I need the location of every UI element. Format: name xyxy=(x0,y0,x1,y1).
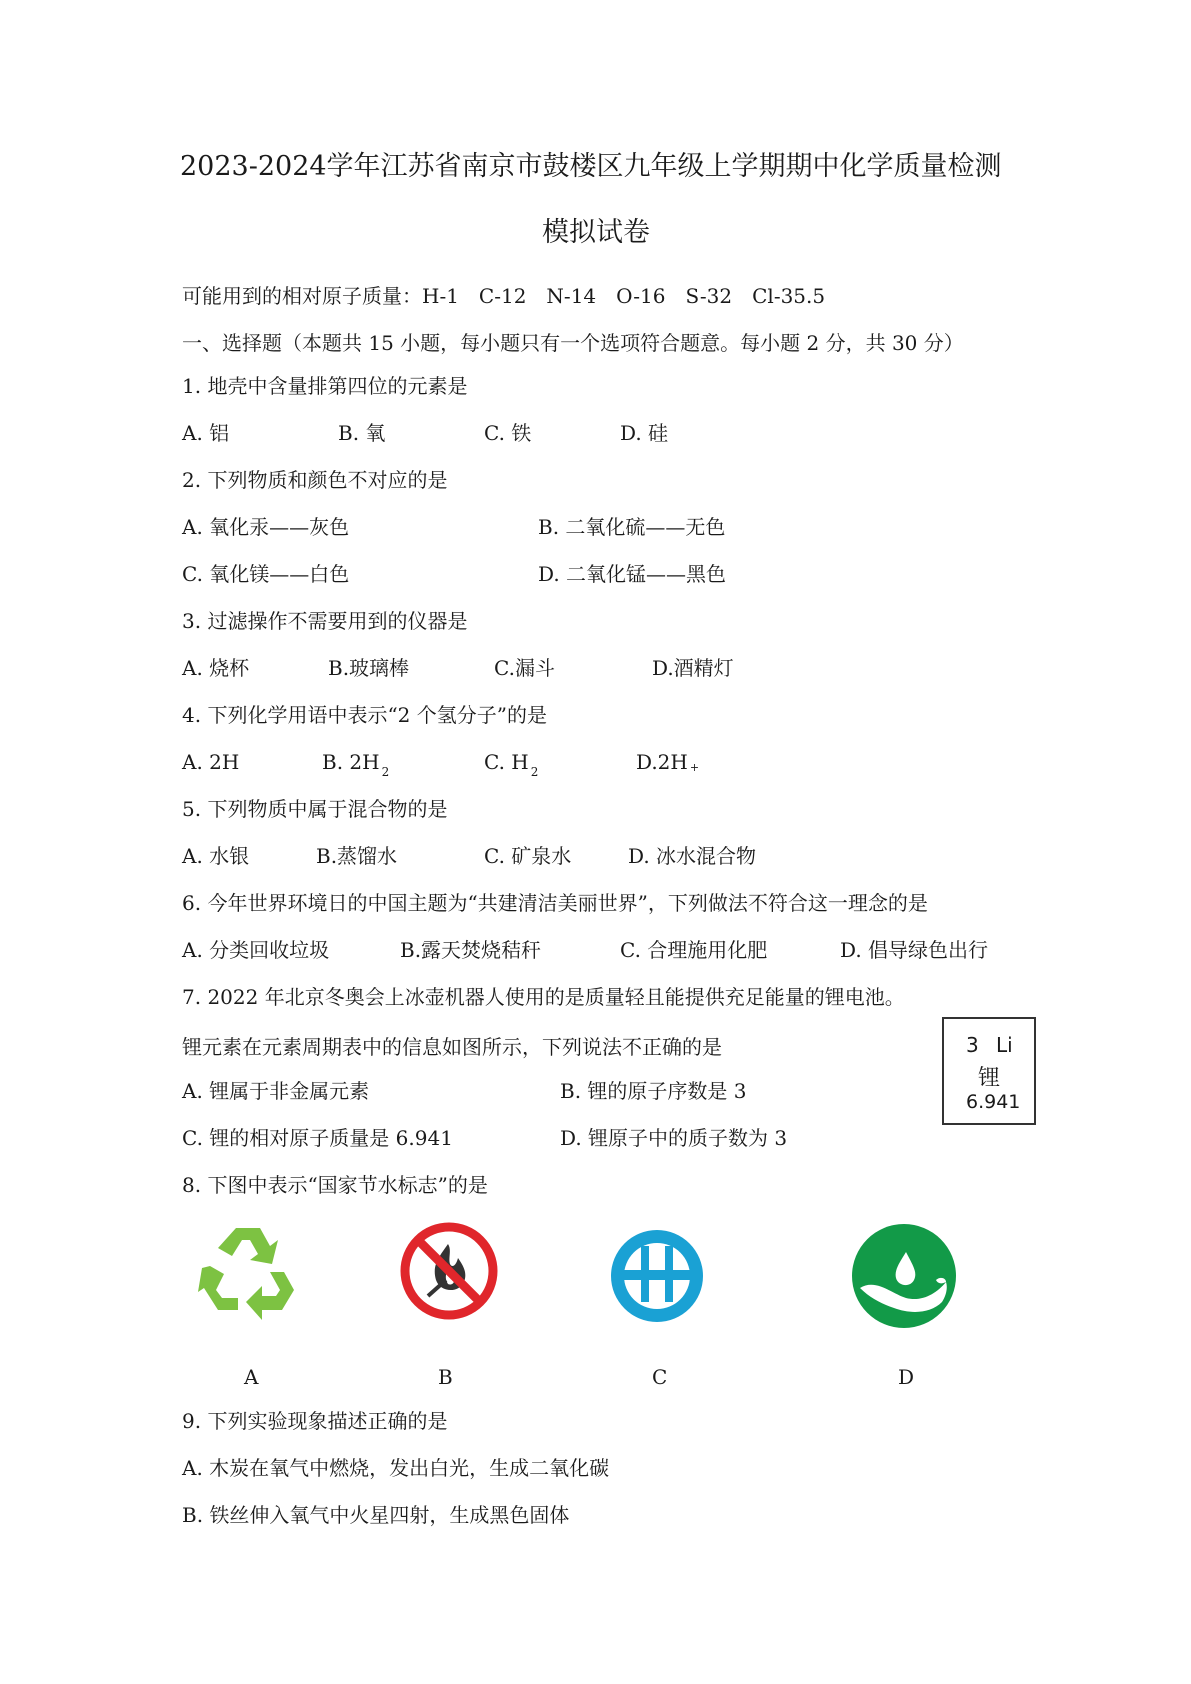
q2-option-d: D. 二氧化锰——黑色 xyxy=(538,562,727,586)
q2-stem: 2. 下列物质和颜色不对应的是 xyxy=(182,468,448,492)
q4-option-d xyxy=(636,749,699,779)
q3-stem: 3. 过滤操作不需要用到的仪器是 xyxy=(182,609,468,633)
q4-stem: 4. 下列化学用语中表示“2 个氢分子”的是 xyxy=(182,703,547,727)
q2-option-b: B. 二氧化硫——无色 xyxy=(538,515,726,539)
q9-option-b: B. 铁丝伸入氧气中火星四射，生成黑色固体 xyxy=(182,1503,570,1527)
q3-option-d: D.酒精灯 xyxy=(652,656,734,680)
atomic-masses: 可能用到的相对原子质量：H-1 C-12 N-14 O-16 S-32 Cl-35.5 xyxy=(182,284,826,308)
q8-stem: 8. 下图中表示“国家节水标志”的是 xyxy=(182,1173,488,1197)
q1-option-b: B. 氧 xyxy=(338,421,386,445)
q7-option-c: C. 锂的相对原子质量是 6.941 xyxy=(182,1126,453,1150)
no-fire-icon xyxy=(398,1220,500,1322)
q3-option-b: B.玻璃棒 xyxy=(328,656,410,680)
element-atomic-mass: 6.941 xyxy=(966,1091,1021,1113)
q5-option-b: B.蒸馏水 xyxy=(316,844,398,868)
element-atomic-number: 3 xyxy=(966,1033,979,1057)
q3-option-c: C.漏斗 xyxy=(494,656,555,680)
q4-option-c xyxy=(484,749,538,778)
q4-option-c-text: C. H xyxy=(484,750,529,774)
q8-label-c: C xyxy=(652,1365,668,1389)
q6-option-d: D. 倡导绿色出行 xyxy=(840,938,989,962)
lithium-element-card xyxy=(942,1017,1036,1125)
q4-option-c-subscript: 2 xyxy=(530,765,539,779)
q4-option-b-subscript: 2 xyxy=(381,765,390,779)
q1-option-c: C. 铁 xyxy=(484,421,532,445)
q7-option-d: D. 锂原子中的质子数为 3 xyxy=(560,1126,788,1150)
title-line-2: 模拟试卷 xyxy=(542,217,650,248)
q8-label-a: A xyxy=(244,1365,259,1389)
q4-option-a: A. 2H xyxy=(182,750,240,774)
q7-stem-line-1: 7. 2022 年北京冬奥会上冰壶机器人使用的是质量轻且能提供充足能量的锂电池。 xyxy=(182,985,905,1009)
q4-option-d-superscript: + xyxy=(689,761,700,774)
q7-stem-line-2: 锂元素在元素周期表中的信息如图所示，下列说法不正确的是 xyxy=(182,1035,722,1059)
q4-option-d-text: D.2H xyxy=(636,750,688,774)
q8-label-d: D xyxy=(898,1365,915,1389)
q5-option-d: D. 冰水混合物 xyxy=(628,844,757,868)
title-line-1: 2023-2024学年江苏省南京市鼓楼区九年级上学期期中化学质量检测 xyxy=(180,151,1002,182)
q9-option-a: A. 木炭在氧气中燃烧，发出白光，生成二氧化碳 xyxy=(182,1456,610,1480)
element-symbol: Li xyxy=(996,1033,1013,1057)
q6-stem: 6. 今年世界环境日的中国主题为“共建清洁美丽世界”，下列做法不符合这一理念的是 xyxy=(182,891,928,915)
recycle-icon xyxy=(198,1220,298,1320)
q8-label-b: B xyxy=(438,1365,453,1389)
q1-stem: 1. 地壳中含量排第四位的元素是 xyxy=(182,374,468,398)
q7-option-b: B. 锂的原子序数是 3 xyxy=(560,1079,747,1103)
q4-option-b xyxy=(322,749,389,778)
element-name: 锂 xyxy=(978,1066,1001,1091)
water-save-icon xyxy=(850,1222,958,1330)
q4-option-b-text: B. 2H xyxy=(322,750,380,774)
q5-stem: 5. 下列物质中属于混合物的是 xyxy=(182,797,448,821)
water-tap-icon xyxy=(607,1228,707,1324)
q5-option-a: A. 水银 xyxy=(182,844,250,868)
q2-option-a: A. 氧化汞——灰色 xyxy=(182,515,350,539)
q7-option-a: A. 锂属于非金属元素 xyxy=(182,1079,370,1103)
q3-option-a: A. 烧杯 xyxy=(182,656,250,680)
q5-option-c: C. 矿泉水 xyxy=(484,844,572,868)
q1-option-d: D. 硅 xyxy=(620,421,669,445)
q9-stem: 9. 下列实验现象描述正确的是 xyxy=(182,1409,448,1433)
q6-option-b: B.露天焚烧秸秆 xyxy=(400,938,542,962)
q6-option-a: A. 分类回收垃圾 xyxy=(182,938,330,962)
q1-option-a: A. 铝 xyxy=(182,421,230,445)
q6-option-c: C. 合理施用化肥 xyxy=(620,938,768,962)
q2-option-c: C. 氧化镁——白色 xyxy=(182,562,350,586)
section-heading: 一、选择题（本题共 15 小题，每小题只有一个选项符合题意。每小题 2 分，共 30 分） xyxy=(182,331,964,355)
